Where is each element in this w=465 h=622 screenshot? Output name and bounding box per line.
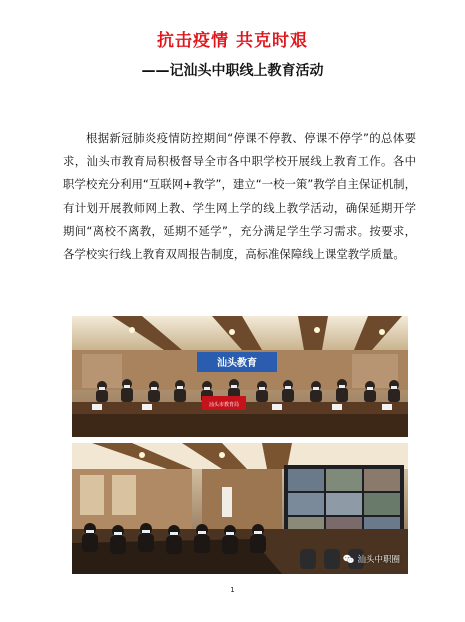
watermark <box>343 553 400 565</box>
wechat-icon <box>343 554 354 564</box>
body-paragraph: 根据新冠肺炎疫情防控期间“停课不停教、停课不停学”的总体要求，汕头市教育局积极督导全市各中职学校开展线上教育工作。各中职学校充分利用“互联网+教学”，建立“一校一策”教学自主保证机制，有计划开展教师网上教、学生网上学的线上教学活动，确保延期开学期间“离校不离教，延期不延学”，充分满足学生学习需求。按要求，各学校实行线上教育双周报告制度，高标准保障线上课堂教学质量。 <box>63 131 416 262</box>
watermark-text: 汕头中职圈 <box>357 555 400 565</box>
banner-text: 汕头教育 <box>217 358 257 369</box>
meeting-room-illustration <box>72 316 408 437</box>
page-title: 抗击疫情 共克时艰 <box>157 31 308 51</box>
sign-text: 汕头市教育局 <box>208 402 240 408</box>
video-conference-photo <box>72 443 408 574</box>
page-number: 1 <box>230 586 235 594</box>
page-subtitle: ——记汕头中职线上教育活动 <box>141 63 324 79</box>
meeting-room-photo <box>72 316 408 437</box>
